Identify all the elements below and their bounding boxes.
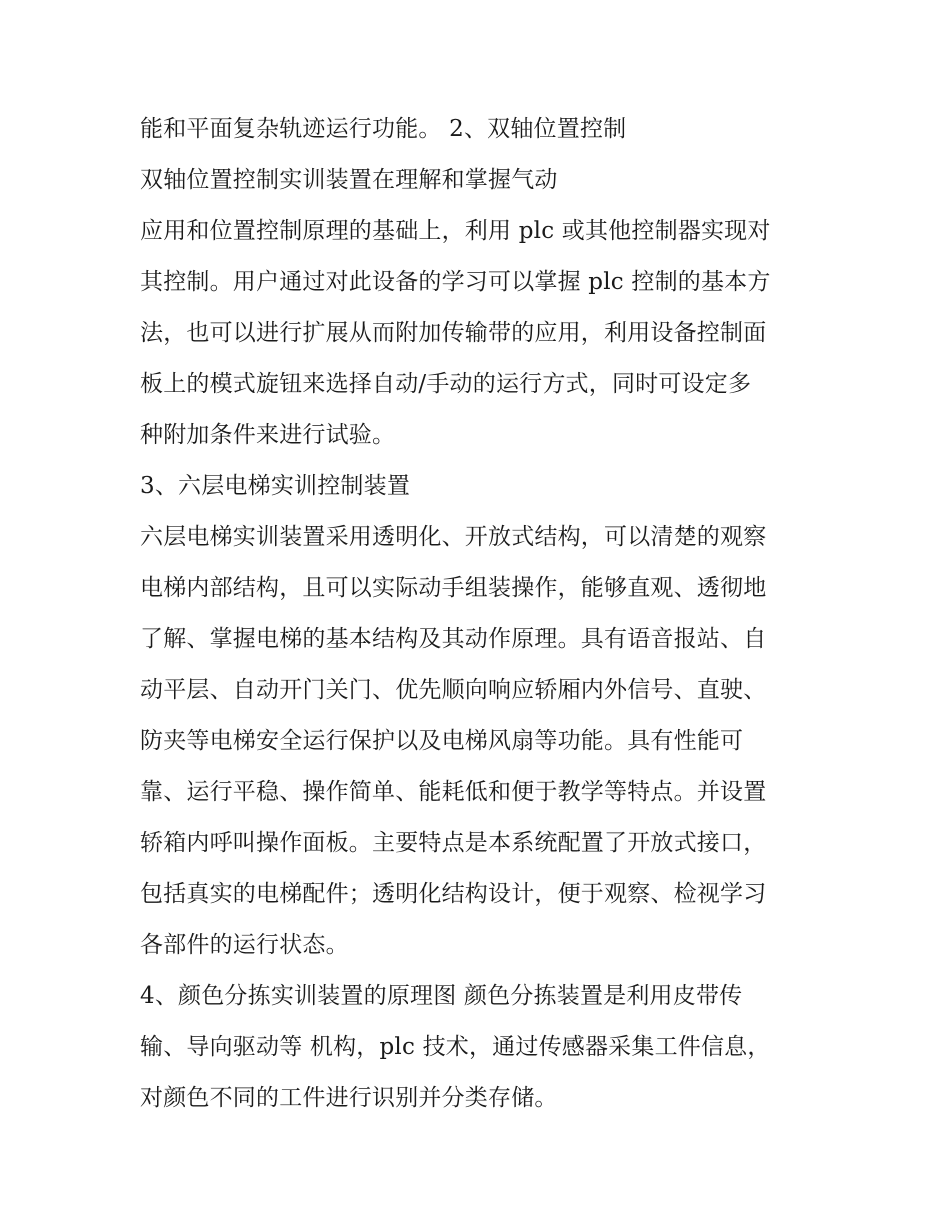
- text-line-5: 法，也可以进行扩展从而附加传输带的应用，利用设备控制面: [140, 320, 767, 346]
- text-line-17: 各部件的运行状态。: [140, 932, 349, 958]
- text-line-16: 包括真实的电梯配件；透明化结构设计，便于观察、检视学习: [140, 881, 767, 907]
- text-line-14: 靠、运行平稳、操作简单、能耗低和便于教学等特点。并设置: [140, 779, 767, 805]
- text-line-12: 动平层、自动开门关门、优先顺向响应轿厢内外信号、直驶、: [140, 677, 767, 703]
- text-line-2: 双轴位置控制实训装置在理解和掌握气动: [140, 167, 558, 193]
- text-line-1: 能和平面复杂轨迹运行功能。 2、双轴位置控制: [140, 116, 627, 142]
- text-line-15: 轿箱内呼叫操作面板。主要特点是本系统配置了开放式接口，: [140, 830, 767, 856]
- text-line-10: 电梯内部结构，且可以实际动手组装操作，能够直观、透彻地: [140, 575, 767, 601]
- text-line-9: 六层电梯实训装置采用透明化、开放式结构，可以清楚的观察: [140, 524, 767, 550]
- section-heading-4: 4、颜色分拣实训装置的原理图 颜色分拣装置是利用皮带传: [140, 983, 743, 1009]
- text-line-3: 应用和位置控制原理的基础上，利用 plc 或其他控制器实现对: [140, 218, 771, 244]
- text-line-19: 输、导向驱动等 机构，plc 技术，通过传感器采集工件信息，: [140, 1034, 771, 1060]
- section-heading-3: 3、六层电梯实训控制装置: [140, 473, 411, 499]
- text-line-13: 防夹等电梯安全运行保护以及电梯风扇等功能。具有性能可: [140, 728, 744, 754]
- text-line-20: 对颜色不同的工件进行识别并分类存储。: [140, 1085, 558, 1111]
- text-line-4: 其控制。用户通过对此设备的学习可以掌握 plc 控制的基本方: [140, 269, 771, 295]
- text-line-6: 板上的模式旋钮来选择自动/手动的运行方式，同时可设定多: [140, 371, 752, 397]
- text-line-7: 种附加条件来进行试验。: [140, 422, 396, 448]
- document-body: [140, 104, 820, 1124]
- text-line-11: 了解、掌握电梯的基本结构及其动作原理。具有语音报站、自: [140, 626, 767, 652]
